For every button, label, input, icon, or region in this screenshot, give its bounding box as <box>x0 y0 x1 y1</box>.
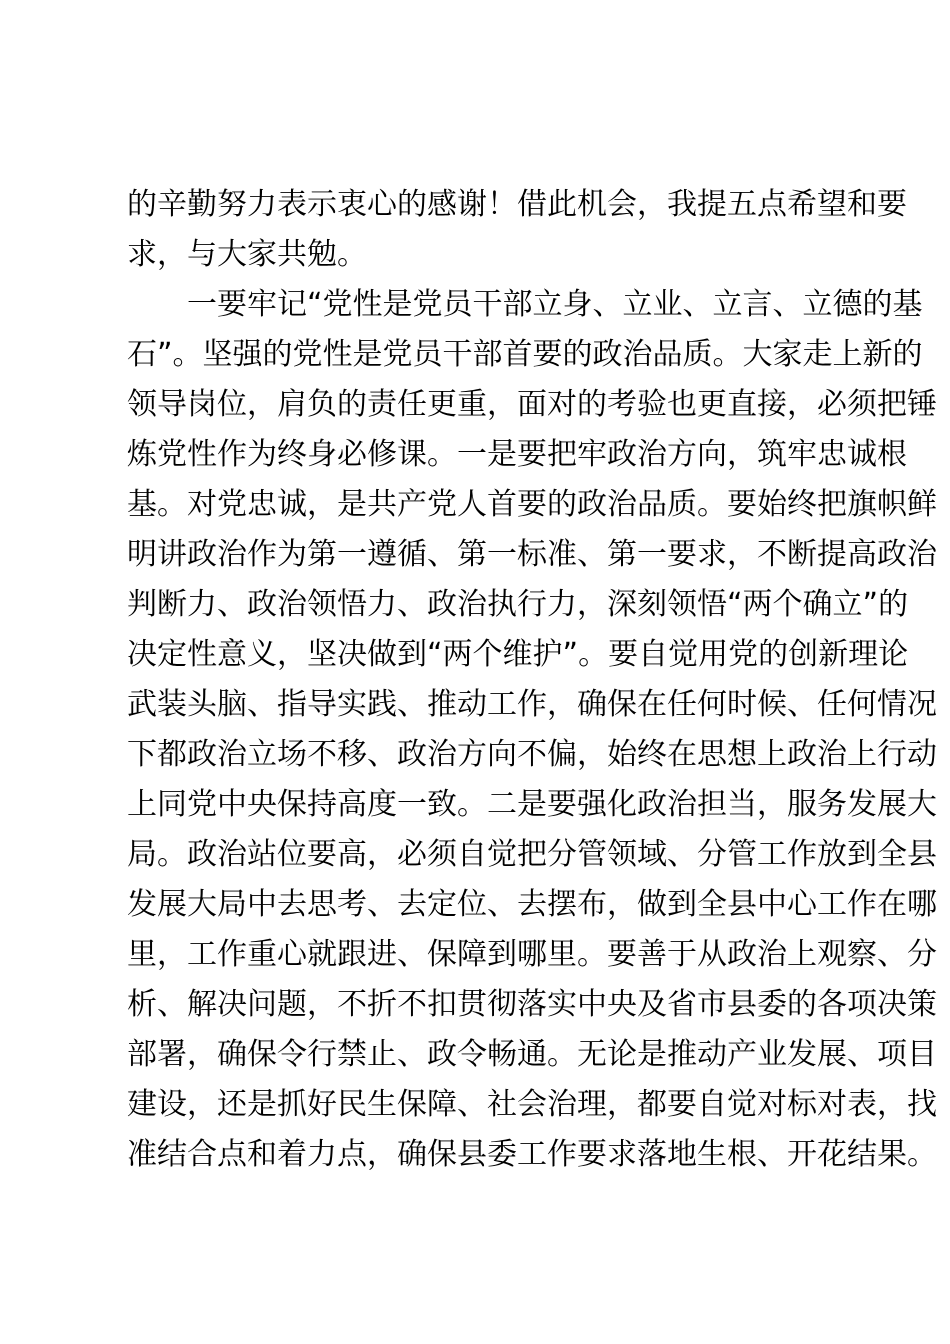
text-line: 析、解决问题，不折不扣贯彻落实中央及省市县委的各项决策 <box>127 987 937 1022</box>
text-line: 判断力、政治领悟力、政治执行力，深刻领悟“两个确立”的 <box>127 587 909 622</box>
text-line: 局。政治站位要高，必须自觉把分管领域、分管工作放到全县 <box>127 837 937 872</box>
text-line: 求，与大家共勉。 <box>127 237 367 272</box>
text-line: 明讲政治作为第一遵循、第一标准、第一要求，不断提高政治 <box>127 537 937 572</box>
text-line: 基。对党忠诚，是共产党人首要的政治品质。要始终把旗帜鲜 <box>127 487 937 522</box>
text-line: 部署，确保令行禁止、政令畅通。无论是推动产业发展、项目 <box>127 1037 937 1072</box>
document-body <box>127 180 937 1180</box>
paragraph-closing-thanks <box>127 180 907 280</box>
text-line: 下都政治立场不移、政治方向不偏，始终在思想上政治上行动 <box>127 737 937 772</box>
text-line: 武装头脑、指导实践、推动工作，确保在任何时候、任何情况 <box>127 687 937 722</box>
text-line: 发展大局中去思考、去定位、去摆布，做到全县中心工作在哪 <box>127 887 937 922</box>
text-line: 决定性意义，坚决做到“两个维护”。要自觉用党的创新理论 <box>127 637 909 672</box>
text-line: 领导岗位，肩负的责任更重，面对的考验也更直接，必须把锤 <box>127 387 937 422</box>
text-line: 准结合点和着力点，确保县委工作要求落地生根、开花结果。 <box>127 1137 937 1172</box>
text-line: 的辛勤努力表示衷心的感谢！借此机会，我提五点希望和要 <box>127 187 907 222</box>
text-line: 一要牢记“党性是党员干部立身、立业、立言、立德的基 <box>127 287 923 322</box>
text-line: 建设，还是抓好民生保障、社会治理，都要自觉对标对表，找 <box>127 1087 937 1122</box>
text-line: 炼党性作为终身必修课。一是要把牢政治方向，筑牢忠诚根 <box>127 437 907 472</box>
text-line: 里，工作重心就跟进、保障到哪里。要善于从政治上观察、分 <box>127 937 937 972</box>
paragraph-party-spirit <box>127 280 937 1180</box>
text-line: 石”。坚强的党性是党员干部首要的政治品质。大家走上新的 <box>127 337 923 372</box>
text-line: 上同党中央保持高度一致。二是要强化政治担当，服务发展大 <box>127 787 937 822</box>
